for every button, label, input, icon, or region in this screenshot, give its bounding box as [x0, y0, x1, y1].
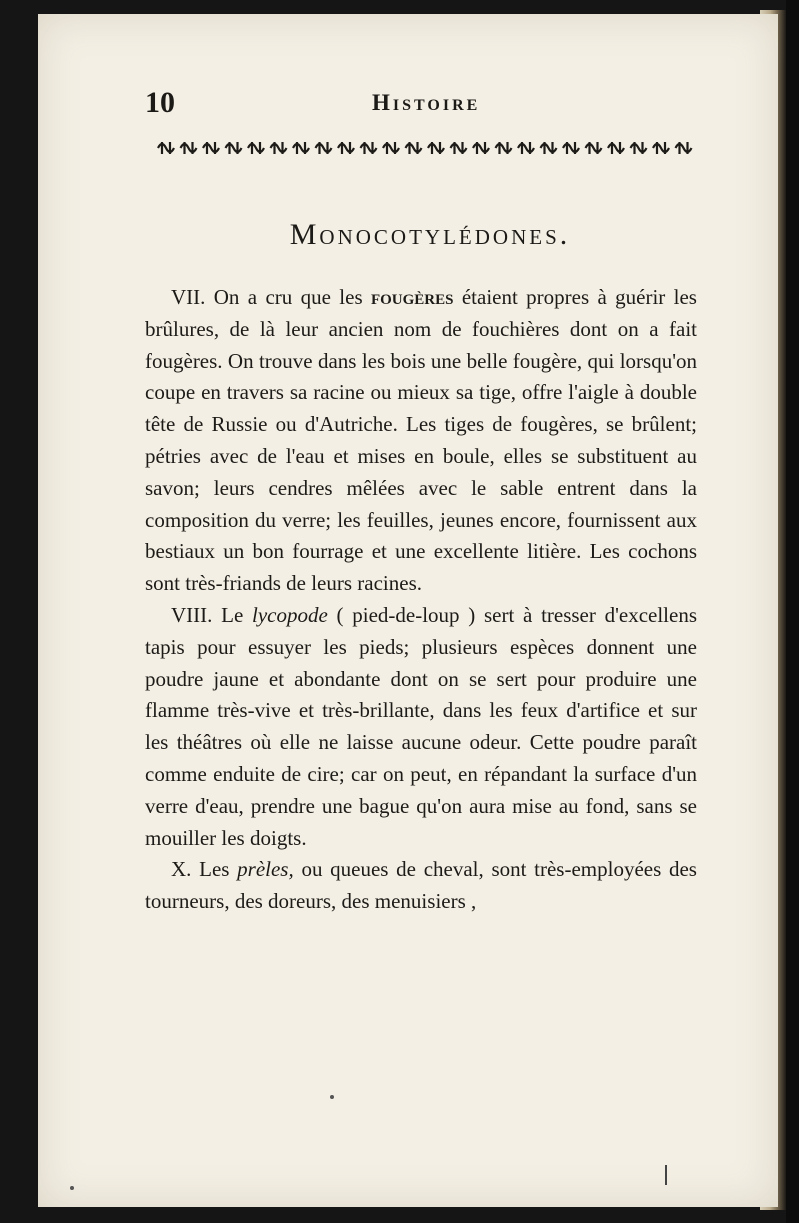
- term-lycopode: lycopode: [252, 602, 328, 627]
- fleuron-mark: [676, 142, 692, 154]
- paragraph-vii: [145, 282, 697, 600]
- fleuron-mark: [428, 142, 444, 154]
- margin-mark: [665, 1165, 667, 1185]
- paragraph-x: [145, 854, 697, 918]
- speck: [70, 1186, 74, 1190]
- paragraph-text: ( pied-de-loup ) sert à tresser d'excellens tapis pour essuyer les pieds; plusieurs espèces donnent une poudre jaune et abondante dont on se sert pour produire une flamme très-vive et très-brillante, dans les feux d'artifice et sur les théâtres où elle ne laisse aucune odeur. Cette poudre paraît comme enduite de cire; car on peut, en répandant la surface d'un verre d'eau, prendre une bague qu'on aura mise au fond, sans se mouiller les doigts.: [145, 602, 698, 850]
- body-text: [145, 282, 697, 918]
- fleuron-mark: [518, 142, 534, 154]
- fleuron-mark: [203, 142, 219, 154]
- fleuron-mark: [271, 142, 287, 154]
- fleuron-mark: [586, 142, 602, 154]
- section-title: Monocotylédones.: [289, 218, 571, 251]
- fleuron-mark: [158, 142, 174, 154]
- fleuron-mark: [226, 142, 242, 154]
- fleuron-mark: [451, 142, 467, 154]
- fleuron-mark: [383, 142, 399, 154]
- running-title: Histoire: [372, 90, 481, 115]
- term-fougeres: fougères: [370, 285, 454, 309]
- fleuron-mark: [563, 142, 579, 154]
- paragraph-lead: VIII. Le: [171, 602, 252, 627]
- fleuron-mark: [181, 142, 197, 154]
- book-spine-shadow: [786, 0, 799, 1223]
- fleuron-mark: [316, 142, 332, 154]
- term-preles: prèles,: [237, 857, 294, 882]
- paragraph-lead: VII. On a cru que les: [171, 285, 371, 309]
- fleuron-mark: [361, 142, 377, 154]
- fleuron-mark: [541, 142, 557, 154]
- paragraph-lead: X. Les: [171, 857, 238, 882]
- fleuron-mark: [293, 142, 309, 154]
- fleuron-mark: [608, 142, 624, 154]
- fleuron-mark: [406, 142, 422, 154]
- fleuron-mark: [496, 142, 512, 154]
- fleuron-mark: [338, 142, 354, 154]
- paragraph-text: étaient propres à guérir les brûlures, de là leur ancien nom de fouchières dont on a fait fougères. On trouve dans les bois une belle fougère, qui lorsqu'on coupe en travers sa racine ou mieux sa tige, offre l'aigle à double tête de Russie ou d'Autriche. Les tiges de fougères, se brûlent; pétries avec de l'eau et mises en boule, elles se substituent au savon; leurs cendres mêlées avec le sable entrent dans la composition du verre; les feuilles, jeunes encore, fournissent aux bestiaux un bon fourrage et une excellente litière. Les cochons sont très-friands de leurs racines.: [145, 285, 697, 596]
- page-number: 10: [145, 86, 175, 119]
- fleuron-mark: [248, 142, 264, 154]
- fleuron-mark: [631, 142, 647, 154]
- running-header: [145, 86, 705, 120]
- fleuron-ornament-rule-icon: [152, 138, 700, 158]
- paragraph-viii: [145, 600, 697, 854]
- fleuron-mark: [473, 142, 489, 154]
- fleuron-mark: [653, 142, 669, 154]
- speck: [330, 1095, 334, 1099]
- paragraph-text: ou queues de cheval, sont très-employées des tourneurs, des doreurs, des menuisiers ,: [145, 857, 697, 914]
